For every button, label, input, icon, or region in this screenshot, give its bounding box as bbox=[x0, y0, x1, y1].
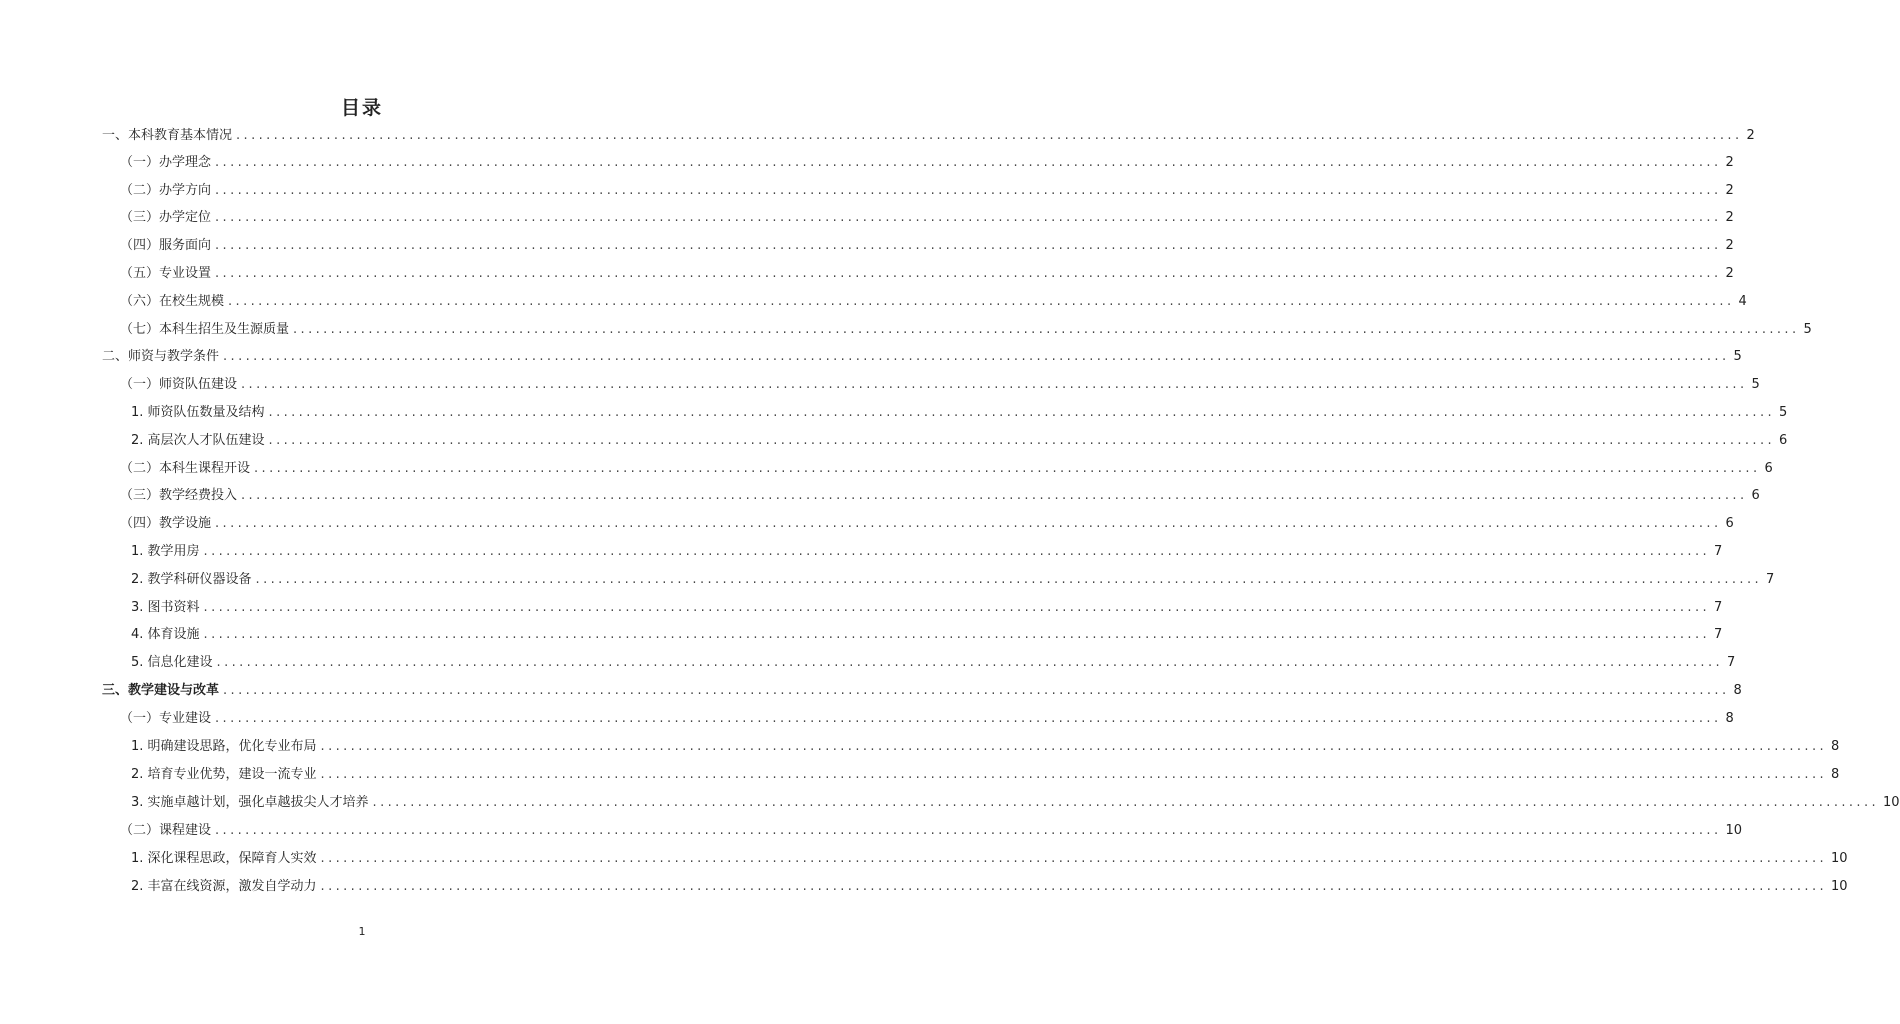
toc-entry-page: 2 bbox=[1746, 128, 1755, 143]
toc-entry[interactable] bbox=[131, 877, 1848, 897]
toc-entry[interactable] bbox=[120, 208, 1734, 228]
toc-entry[interactable] bbox=[131, 570, 1775, 590]
toc-entry-text: （一）专业建设 bbox=[120, 711, 212, 726]
toc-entry[interactable] bbox=[131, 431, 1788, 451]
toc-entry-text: （七）本科生招生及生源质量 bbox=[120, 322, 290, 337]
toc-entry-text: 一、本科教育基本情况 bbox=[102, 128, 233, 143]
toc-entry-text: 三、教学建设与改革 bbox=[102, 683, 220, 698]
toc-entry-page: 5 bbox=[1733, 349, 1742, 364]
toc-entry[interactable] bbox=[102, 347, 1742, 367]
toc-entry[interactable] bbox=[120, 486, 1760, 506]
toc-entry-text: （三）教学经费投入 bbox=[120, 488, 238, 503]
toc-entry-text: （一）师资队伍建设 bbox=[120, 377, 238, 392]
toc-entry-text: （一）办学理念 bbox=[120, 155, 212, 170]
toc-entry[interactable] bbox=[120, 514, 1734, 534]
toc-leader-dots: ........................................................................................................................................................................................................ bbox=[203, 544, 1711, 559]
toc-entry[interactable] bbox=[120, 709, 1734, 729]
toc-entry-page: 7 bbox=[1714, 544, 1723, 559]
toc-entry-text: 4. 体育设施 bbox=[131, 627, 200, 642]
toc-leader-dots: ........................................................................................................................................................................................................ bbox=[215, 823, 1722, 838]
toc-entry[interactable] bbox=[131, 598, 1723, 618]
toc-entry-page: 10 bbox=[1831, 851, 1848, 866]
toc-leader-dots: ........................................................................................................................................................................................................ bbox=[216, 655, 1724, 670]
toc-entry-text: 1. 师资队伍数量及结构 bbox=[131, 405, 265, 420]
toc-entry-text: 二、师资与教学条件 bbox=[102, 349, 220, 364]
toc-leader-dots: ........................................................................................................................................................................................................ bbox=[241, 488, 1748, 503]
toc-entry[interactable] bbox=[131, 849, 1848, 869]
toc-entry-text: 1. 教学用房 bbox=[131, 544, 200, 559]
toc-entry[interactable] bbox=[120, 292, 1747, 312]
toc-title: 目录 bbox=[340, 97, 383, 119]
toc-entry[interactable] bbox=[102, 681, 1742, 701]
toc-entry-text: （二）办学方向 bbox=[120, 183, 212, 198]
toc-entry-page: 8 bbox=[1725, 711, 1734, 726]
toc-leader-dots: ........................................................................................................................................................................................................ bbox=[241, 377, 1748, 392]
toc-entry[interactable] bbox=[120, 153, 1734, 173]
toc-entry-page: 7 bbox=[1766, 572, 1775, 587]
toc-entry-page: 10 bbox=[1831, 879, 1848, 894]
toc-entry-text: 3. 图书资料 bbox=[131, 600, 200, 615]
toc-entry[interactable] bbox=[120, 264, 1734, 284]
toc-entry-page: 5 bbox=[1751, 377, 1760, 392]
toc-entry[interactable] bbox=[120, 181, 1734, 201]
toc-entry-text: （五）专业设置 bbox=[120, 266, 212, 281]
toc-leader-dots: ........................................................................................................................................................................................................ bbox=[372, 795, 1880, 810]
toc-leader-dots: ........................................................................................................................................................................................................ bbox=[215, 210, 1722, 225]
page-number: 1 bbox=[358, 925, 366, 938]
toc-entry-page: 4 bbox=[1738, 294, 1747, 309]
toc-entry-page: 2 bbox=[1725, 210, 1734, 225]
toc-entry-page: 7 bbox=[1714, 627, 1723, 642]
toc-leader-dots: ........................................................................................................................................................................................................ bbox=[268, 433, 1776, 448]
toc-entry-text: （三）办学定位 bbox=[120, 210, 212, 225]
toc-entry-page: 6 bbox=[1751, 488, 1760, 503]
toc-entry-page: 2 bbox=[1725, 238, 1734, 253]
toc-leader-dots: ........................................................................................................................................................................................................ bbox=[215, 183, 1722, 198]
toc-entry-page: 10 bbox=[1883, 795, 1900, 810]
toc-entry-page: 6 bbox=[1779, 433, 1788, 448]
toc-entry[interactable] bbox=[131, 625, 1723, 645]
toc-entry[interactable] bbox=[131, 653, 1736, 673]
toc-entry[interactable] bbox=[120, 320, 1812, 340]
toc-entry[interactable] bbox=[120, 236, 1734, 256]
toc-leader-dots: ........................................................................................................................................................................................................ bbox=[255, 572, 1763, 587]
toc-entry[interactable] bbox=[102, 126, 1755, 146]
toc-leader-dots: ........................................................................................................................................................................................................ bbox=[320, 767, 1828, 782]
toc-entry-text: 2. 丰富在线资源，激发自学动力 bbox=[131, 879, 317, 894]
toc-entry-page: 6 bbox=[1725, 516, 1734, 531]
toc-entry-text: 2. 培育专业优势，建设一流专业 bbox=[131, 767, 317, 782]
toc-entry-page: 8 bbox=[1831, 767, 1840, 782]
toc-entry-page: 7 bbox=[1714, 600, 1723, 615]
toc-entry-text: （四）教学设施 bbox=[120, 516, 212, 531]
toc-leader-dots: ........................................................................................................................................................................................................ bbox=[236, 128, 1743, 143]
toc-leader-dots: ........................................................................................................................................................................................................ bbox=[215, 516, 1722, 531]
toc-entry-text: 2. 教学科研仪器设备 bbox=[131, 572, 252, 587]
toc-entry-page: 2 bbox=[1725, 183, 1734, 198]
toc-leader-dots: ........................................................................................................................................................................................................ bbox=[223, 349, 1730, 364]
toc-entry-page: 2 bbox=[1725, 266, 1734, 281]
toc-entry-text: 2. 高层次人才队伍建设 bbox=[131, 433, 265, 448]
toc-entry-page: 5 bbox=[1803, 322, 1812, 337]
toc-entry[interactable] bbox=[131, 765, 1840, 785]
toc-leader-dots: ........................................................................................................................................................................................................ bbox=[223, 683, 1730, 698]
toc-leader-dots: ........................................................................................................................................................................................................ bbox=[203, 600, 1711, 615]
toc-leader-dots: ........................................................................................................................................................................................................ bbox=[320, 851, 1828, 866]
toc-entry-text: （六）在校生规模 bbox=[120, 294, 225, 309]
toc-entry-page: 10 bbox=[1725, 823, 1743, 838]
toc-entry-text: 1. 深化课程思政，保障育人实效 bbox=[131, 851, 317, 866]
toc-leader-dots: ........................................................................................................................................................................................................ bbox=[228, 294, 1735, 309]
toc-leader-dots: ........................................................................................................................................................................................................ bbox=[215, 238, 1722, 253]
toc-leader-dots: ........................................................................................................................................................................................................ bbox=[203, 627, 1711, 642]
toc-entry-text: （四）服务面向 bbox=[120, 238, 212, 253]
toc-leader-dots: ........................................................................................................................................................................................................ bbox=[320, 879, 1828, 894]
toc-entry-page: 5 bbox=[1779, 405, 1788, 420]
toc-entry-page: 2 bbox=[1725, 155, 1734, 170]
toc-leader-dots: ........................................................................................................................................................................................................ bbox=[215, 266, 1722, 281]
toc-leader-dots: ........................................................................................................................................................................................................ bbox=[215, 155, 1722, 170]
toc-leader-dots: ........................................................................................................................................................................................................ bbox=[293, 322, 1800, 337]
toc-entry[interactable] bbox=[120, 459, 1773, 479]
toc-leader-dots: ........................................................................................................................................................................................................ bbox=[254, 461, 1761, 476]
toc-entry-page: 8 bbox=[1831, 739, 1840, 754]
toc-entry[interactable] bbox=[120, 375, 1760, 395]
toc-entry[interactable] bbox=[131, 793, 1900, 813]
toc-entry[interactable] bbox=[131, 542, 1723, 562]
toc-entry[interactable] bbox=[131, 737, 1840, 757]
toc-entry-page: 6 bbox=[1764, 461, 1773, 476]
toc-entry-page: 7 bbox=[1727, 655, 1736, 670]
toc-entry-text: 3. 实施卓越计划，强化卓越拔尖人才培养 bbox=[131, 795, 369, 810]
toc-entry[interactable] bbox=[120, 821, 1743, 841]
toc-entry-text: 1. 明确建设思路，优化专业布局 bbox=[131, 739, 317, 754]
toc-entry[interactable] bbox=[131, 403, 1788, 423]
toc-leader-dots: ........................................................................................................................................................................................................ bbox=[320, 739, 1828, 754]
toc-entry-text: 5. 信息化建设 bbox=[131, 655, 213, 670]
toc-leader-dots: ........................................................................................................................................................................................................ bbox=[215, 711, 1722, 726]
toc-entry-text: （二）课程建设 bbox=[120, 823, 212, 838]
toc-entry-page: 8 bbox=[1733, 683, 1742, 698]
toc-entry-text: （二）本科生课程开设 bbox=[120, 461, 251, 476]
toc-leader-dots: ........................................................................................................................................................................................................ bbox=[268, 405, 1776, 420]
